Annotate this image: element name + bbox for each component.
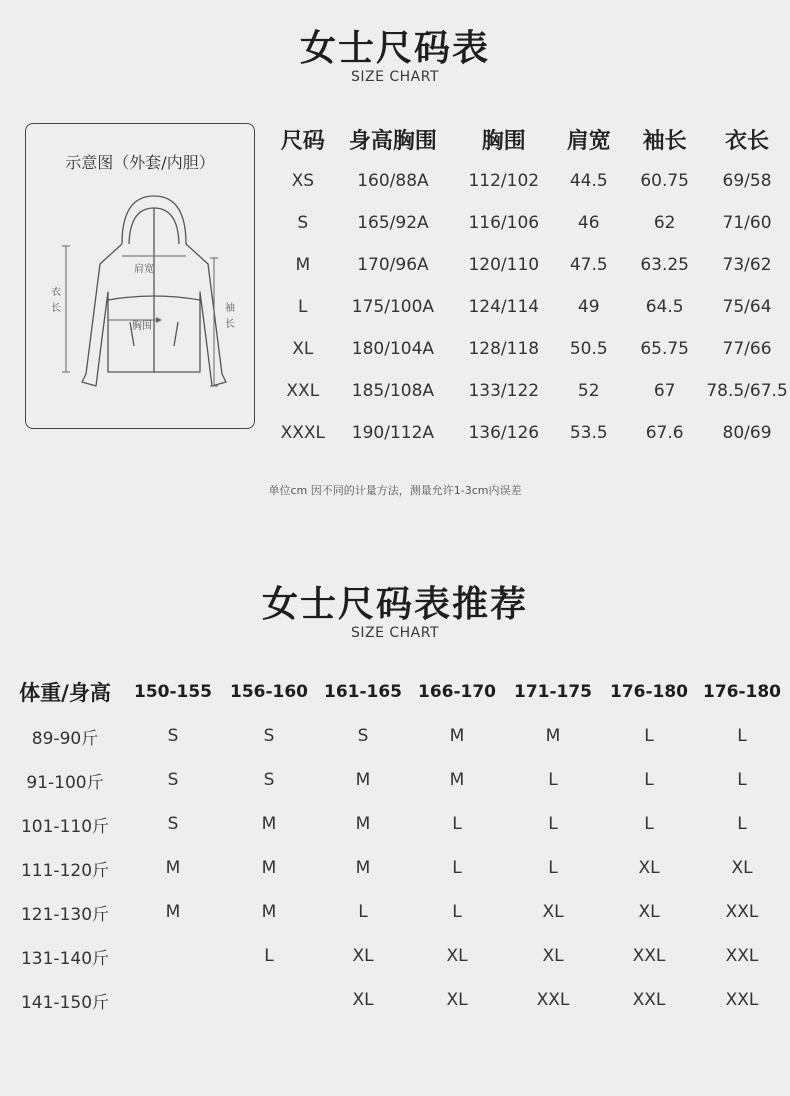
size-table-cell: 47.5 bbox=[569, 255, 608, 275]
recommend-size-cell: XL bbox=[352, 990, 374, 1010]
recommend-table-row bbox=[5, 846, 787, 890]
recommend-size-cell: XXL bbox=[632, 990, 666, 1010]
recommend-size-cell: L bbox=[644, 770, 654, 790]
size-table-cell: 53.5 bbox=[569, 423, 608, 443]
size-table-cell: S bbox=[297, 213, 309, 233]
size-table-cell: XS bbox=[291, 171, 315, 191]
size-table-cell: 71/60 bbox=[722, 213, 772, 233]
recommend-size-cell: M bbox=[355, 814, 371, 834]
recommend-size-cell bbox=[125, 978, 221, 1022]
size-chart-title: 女士尺码表 bbox=[299, 28, 490, 69]
recommend-size-cell: XL bbox=[542, 902, 564, 922]
recommend-table-row bbox=[5, 714, 787, 758]
diagram-label: 示意图（外套/内胆） bbox=[65, 153, 215, 172]
size-table-cell: XL bbox=[292, 339, 314, 359]
size-table-row bbox=[275, 328, 790, 370]
recommend-table-row bbox=[5, 758, 787, 802]
recommend-subtitle: SIZE CHART bbox=[350, 625, 440, 641]
size-table-cell: XXXL bbox=[280, 423, 325, 443]
size-table-cell: 65.75 bbox=[640, 339, 689, 359]
size-table-row bbox=[275, 202, 790, 244]
recommend-size-cell: L bbox=[264, 946, 274, 966]
recommend-table-header bbox=[5, 670, 787, 714]
height-header: 166-170 bbox=[417, 682, 497, 702]
size-table-cell: 49 bbox=[577, 297, 600, 317]
recommend-size-cell: L bbox=[452, 902, 462, 922]
size-table-cell: 128/118 bbox=[468, 339, 540, 359]
size-table-cell: 112/102 bbox=[468, 171, 540, 191]
height-header: 156-160 bbox=[229, 682, 309, 702]
jacket-illustration bbox=[26, 124, 256, 430]
col-header-shoulder: 肩宽 bbox=[566, 128, 611, 154]
recommend-size-cell: XL bbox=[352, 946, 374, 966]
size-table-cell: 120/110 bbox=[468, 255, 540, 275]
size-table-cell: 190/112A bbox=[351, 423, 435, 443]
recommend-size-cell: L bbox=[548, 814, 558, 834]
recommend-table-row bbox=[5, 802, 787, 846]
size-chart-subtitle: SIZE CHART bbox=[350, 69, 440, 85]
size-table-cell: 78.5/67.5 bbox=[706, 381, 788, 401]
recommend-table bbox=[5, 670, 787, 1022]
size-table-cell: 77/66 bbox=[722, 339, 772, 359]
size-table-cell: 75/64 bbox=[722, 297, 772, 317]
recommend-table-row bbox=[5, 890, 787, 934]
size-table-cell: 165/92A bbox=[357, 213, 429, 233]
col-header-chest: 胸围 bbox=[481, 128, 526, 154]
corner-header: 体重/身高 bbox=[19, 681, 111, 705]
recommend-size-cell: S bbox=[263, 726, 275, 746]
recommend-size-cell bbox=[125, 934, 221, 978]
size-table-row bbox=[275, 370, 790, 412]
recommend-size-cell: M bbox=[261, 814, 277, 834]
recommend-size-cell: M bbox=[545, 726, 561, 746]
recommend-table-row bbox=[5, 978, 787, 1022]
recommend-size-cell: M bbox=[449, 770, 465, 790]
height-header: 176-180 bbox=[609, 682, 689, 702]
recommend-size-cell: L bbox=[452, 814, 462, 834]
weight-label: 101-110斤 bbox=[20, 816, 110, 837]
recommend-size-cell: M bbox=[165, 858, 181, 878]
height-header: 150-155 bbox=[133, 682, 213, 702]
size-table-cell: 160/88A bbox=[357, 171, 429, 191]
recommend-size-cell: XXL bbox=[725, 902, 759, 922]
recommend-size-cell: L bbox=[548, 770, 558, 790]
size-table-cell: 63.25 bbox=[640, 255, 689, 275]
recommend-size-cell: M bbox=[449, 726, 465, 746]
recommend-size-cell: XL bbox=[638, 902, 660, 922]
recommend-size-cell: M bbox=[355, 858, 371, 878]
length-label: 衣长 bbox=[48, 286, 60, 318]
height-header: 171-175 bbox=[513, 682, 593, 702]
size-table-cell: 116/106 bbox=[468, 213, 540, 233]
recommend-size-cell: L bbox=[548, 858, 558, 878]
recommend-size-cell: L bbox=[644, 814, 654, 834]
recommend-size-cell: M bbox=[261, 902, 277, 922]
recommend-size-cell: XXL bbox=[725, 990, 759, 1010]
size-table-row bbox=[275, 286, 790, 328]
weight-label: 131-140斤 bbox=[20, 948, 110, 969]
col-header-size: 尺码 bbox=[280, 128, 325, 154]
size-table-cell: XXL bbox=[286, 381, 320, 401]
recommend-size-cell: L bbox=[644, 726, 654, 746]
size-table-cell: 124/114 bbox=[468, 297, 540, 317]
size-table-cell: 180/104A bbox=[351, 339, 435, 359]
recommend-size-cell: L bbox=[358, 902, 368, 922]
height-header: 176-180 bbox=[702, 682, 782, 702]
measurement-note: 单位cm 因不同的计量方法，测量允许1-3cm内误差 bbox=[268, 484, 522, 497]
weight-label: 121-130斤 bbox=[20, 904, 110, 925]
size-table-cell: 136/126 bbox=[468, 423, 540, 443]
recommend-size-cell: M bbox=[261, 858, 277, 878]
jacket-diagram bbox=[25, 123, 255, 429]
size-table-cell: 52 bbox=[577, 381, 600, 401]
weight-label: 141-150斤 bbox=[20, 992, 110, 1013]
recommend-size-cell: XXL bbox=[725, 946, 759, 966]
size-table-row bbox=[275, 160, 790, 202]
size-table bbox=[275, 118, 790, 454]
size-table-cell: 73/62 bbox=[722, 255, 772, 275]
size-table-cell: 175/100A bbox=[351, 297, 435, 317]
recommend-size-cell: S bbox=[167, 814, 179, 834]
size-table-cell: 64.5 bbox=[645, 297, 684, 317]
size-table-cell: 170/96A bbox=[357, 255, 429, 275]
size-table-cell: 185/108A bbox=[351, 381, 435, 401]
size-table-header bbox=[275, 118, 790, 160]
recommend-size-cell: M bbox=[355, 770, 371, 790]
recommend-size-cell: M bbox=[165, 902, 181, 922]
size-table-cell: 50.5 bbox=[569, 339, 608, 359]
recommend-size-cell: S bbox=[263, 770, 275, 790]
shoulder-label: 肩宽 bbox=[134, 264, 154, 275]
recommend-size-cell: L bbox=[737, 726, 747, 746]
recommend-size-cell: XXL bbox=[632, 946, 666, 966]
recommend-size-cell bbox=[221, 978, 317, 1022]
recommend-size-cell: S bbox=[167, 726, 179, 746]
recommend-size-cell: S bbox=[357, 726, 369, 746]
weight-label: 91-100斤 bbox=[26, 772, 104, 793]
size-table-cell: 62 bbox=[653, 213, 676, 233]
col-header-sleeve: 袖长 bbox=[642, 128, 687, 154]
size-table-cell: 67.6 bbox=[645, 423, 684, 443]
weight-label: 89-90斤 bbox=[31, 728, 99, 749]
recommend-size-cell: XL bbox=[638, 858, 660, 878]
size-table-cell: 67 bbox=[653, 381, 676, 401]
size-table-cell: 46 bbox=[577, 213, 600, 233]
recommend-size-cell: S bbox=[167, 770, 179, 790]
size-table-row bbox=[275, 412, 790, 454]
recommend-size-cell: XXL bbox=[536, 990, 570, 1010]
chest-label: 胸围 bbox=[132, 321, 152, 332]
size-table-cell: 80/69 bbox=[722, 423, 772, 443]
recommend-size-cell: XL bbox=[542, 946, 564, 966]
size-table-cell: 44.5 bbox=[569, 171, 608, 191]
recommend-size-cell: L bbox=[737, 770, 747, 790]
height-header: 161-165 bbox=[323, 682, 403, 702]
weight-label: 111-120斤 bbox=[20, 860, 110, 881]
size-table-cell: 69/58 bbox=[722, 171, 772, 191]
size-table-row bbox=[275, 244, 790, 286]
recommend-table-row bbox=[5, 934, 787, 978]
recommend-title: 女士尺码表推荐 bbox=[261, 584, 528, 625]
recommend-size-cell: L bbox=[737, 814, 747, 834]
recommend-size-cell: XL bbox=[731, 858, 753, 878]
size-table-cell: L bbox=[298, 297, 308, 317]
col-header-length: 衣长 bbox=[725, 128, 770, 154]
size-table-cell: 60.75 bbox=[640, 171, 689, 191]
col-header-height-chest: 身高胸围 bbox=[348, 128, 437, 154]
sleeve-label: 袖长 bbox=[222, 302, 234, 334]
recommend-size-cell: XL bbox=[446, 946, 468, 966]
size-table-cell: M bbox=[295, 255, 311, 275]
recommend-size-cell: L bbox=[452, 858, 462, 878]
size-table-cell: 133/122 bbox=[468, 381, 540, 401]
recommend-size-cell: XL bbox=[446, 990, 468, 1010]
